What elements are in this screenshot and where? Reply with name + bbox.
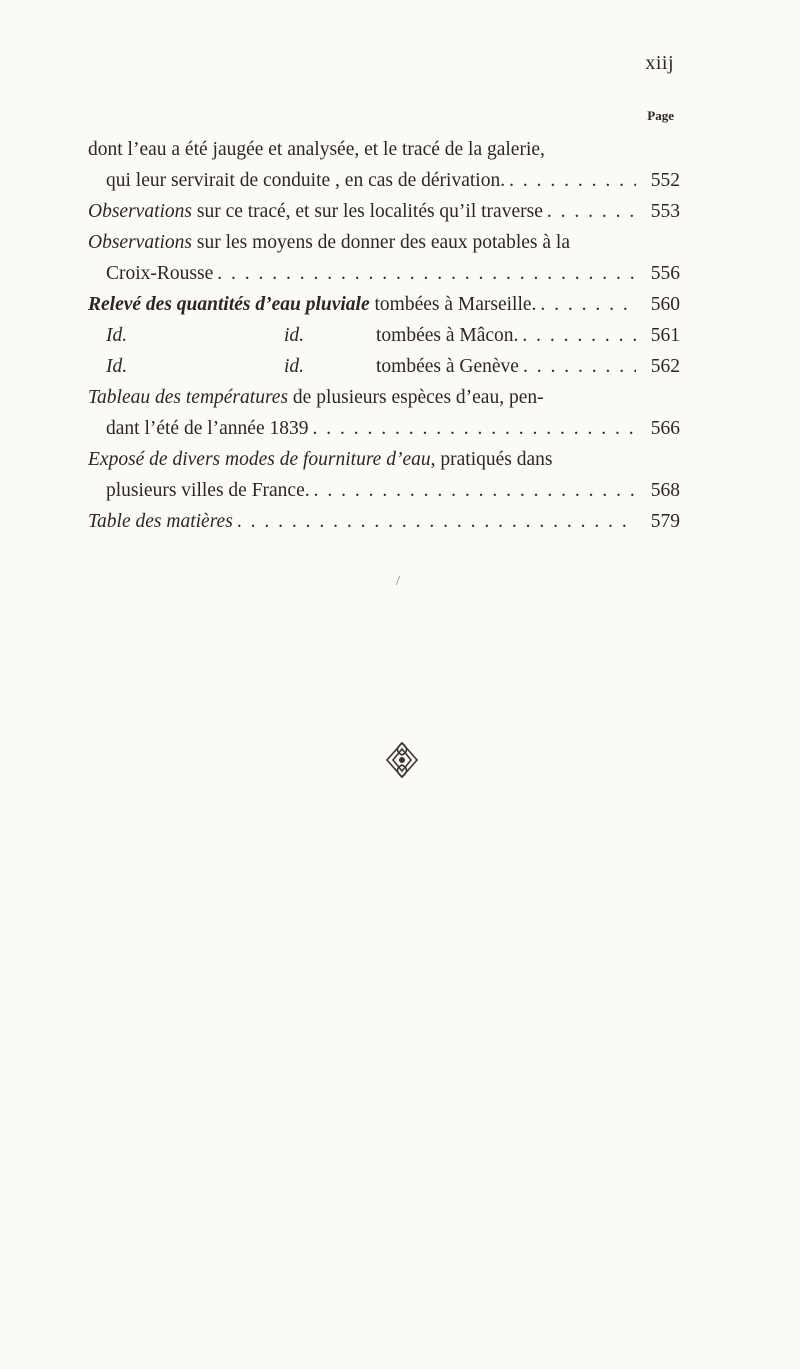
toc-line-6	[88, 289, 680, 320]
toc-text: tombées à Marseille.	[369, 294, 537, 315]
toc-entry	[88, 227, 570, 258]
toc-text: dont l’eau a été jaugée et analysée, et le tracé de la galerie,	[88, 139, 545, 160]
toc-text: , pratiqués dans	[430, 449, 553, 470]
dot-leader	[314, 475, 636, 506]
toc-ditto-2: id.	[284, 356, 305, 377]
toc-line-2	[88, 165, 680, 196]
toc-page-number: 560	[650, 294, 680, 315]
toc-text: sur les moyens de donner des eaux potables à la	[192, 232, 570, 253]
toc-page-number: 556	[650, 263, 680, 284]
toc-line-8	[88, 351, 680, 382]
toc-ditto-1: Id.	[106, 356, 128, 377]
toc-text: tombées à Mâcon.	[376, 325, 519, 346]
toc-text: qui leur servirait de conduite , en cas de dérivation.	[106, 170, 506, 191]
toc-entry	[88, 382, 544, 413]
toc-entry	[88, 196, 543, 227]
dot-leader	[509, 165, 636, 196]
table-of-contents	[88, 134, 680, 537]
toc-text: Croix-Rousse	[106, 263, 214, 284]
toc-italic-title: Tableau des températures	[88, 387, 289, 408]
dot-leader	[237, 506, 636, 537]
dot-leader	[540, 289, 636, 320]
toc-entry	[106, 320, 518, 351]
toc-italic-title: Table des matières	[88, 511, 233, 532]
page-number: xiij	[645, 52, 674, 74]
toc-ditto-1: Id.	[106, 325, 128, 346]
dot-leader	[313, 413, 637, 444]
toc-ditto-2: id.	[284, 325, 305, 346]
page-column-label: Page	[647, 108, 674, 123]
toc-line-13	[88, 506, 680, 537]
toc-line-5	[88, 258, 680, 289]
toc-page-number: 553	[650, 201, 680, 222]
toc-line-7	[88, 320, 680, 351]
dot-leader	[523, 351, 636, 382]
toc-page-number: 566	[650, 418, 680, 439]
toc-line-10	[88, 413, 680, 444]
toc-italic-title: Observations	[88, 201, 192, 222]
toc-entry	[88, 444, 552, 475]
toc-page-number: 579	[650, 511, 680, 532]
stray-mark: /	[396, 574, 400, 589]
toc-italic-title: Exposé de divers modes de fourniture d’eau	[88, 449, 431, 470]
toc-line-9	[88, 382, 680, 413]
toc-text: tombées à Genève	[376, 356, 519, 377]
toc-page-number: 552	[650, 170, 680, 191]
toc-page-number: 568	[650, 480, 680, 501]
toc-text: dant l’été de l’année 1839	[106, 418, 309, 439]
toc-line-11	[88, 444, 680, 475]
toc-page-number: 562	[650, 356, 680, 377]
toc-entry	[88, 289, 536, 320]
toc-line-4	[88, 227, 680, 258]
toc-line-12	[88, 475, 680, 506]
toc-entry	[106, 351, 519, 382]
toc-italic-title: Observations	[88, 232, 192, 253]
dot-leader	[217, 258, 636, 289]
toc-italic-title: Relevé des quantités d’eau pluviale	[88, 294, 370, 315]
toc-text: sur ce tracé, et sur les localités qu’il traverse	[192, 201, 543, 222]
toc-page-number: 561	[650, 325, 680, 346]
toc-text: plusieurs villes de France.	[106, 480, 310, 501]
toc-line-1	[88, 134, 680, 165]
dot-leader	[522, 320, 636, 351]
toc-text: de plusieurs espèces d’eau, pen-	[288, 387, 544, 408]
fleuron-icon	[382, 740, 422, 784]
toc-line-3	[88, 196, 680, 227]
dot-leader	[547, 196, 636, 227]
